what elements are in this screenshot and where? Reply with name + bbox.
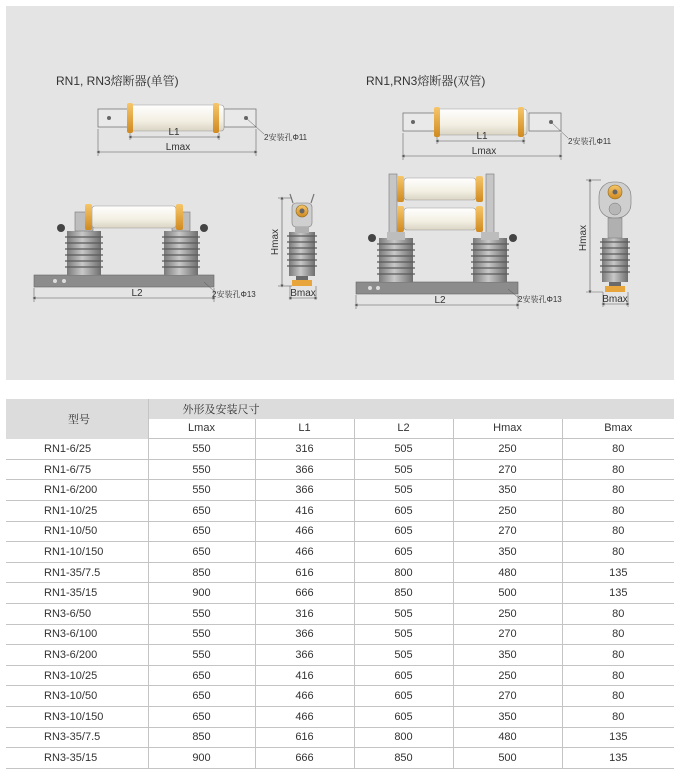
l1-cell: 616 [255,562,354,583]
lmax-cell: 850 [148,562,255,583]
l2-cell: 505 [354,645,453,666]
lmax-cell: 650 [148,665,255,686]
l1-cell: 366 [255,459,354,480]
l2-cell: 800 [354,562,453,583]
single-hmax-label: Hmax [270,228,281,256]
bmax-cell: 80 [562,706,674,727]
model-cell: RN1-10/50 [6,521,148,542]
model-cell: RN3-6/200 [6,645,148,666]
l2-cell: 505 [354,480,453,501]
l1-cell: 666 [255,748,354,769]
model-cell: RN1-10/25 [6,500,148,521]
bmax-cell: 80 [562,521,674,542]
bmax-cell: 80 [562,686,674,707]
bmax-cell: 135 [562,748,674,769]
table-row [6,521,674,542]
l2-cell: 505 [354,603,453,624]
table-row [6,624,674,645]
l1-cell: 316 [255,439,354,460]
hmax-cell: 270 [453,624,562,645]
double-l2-label: L2 [434,295,446,306]
hmax-cell: 500 [453,583,562,604]
l1-cell: 416 [255,500,354,521]
model-cell: RN1-6/200 [6,480,148,501]
single-side-view [270,194,317,300]
lmax-cell: 650 [148,500,255,521]
single-fuse-title: RN1, RN3熔断器(单管) [56,74,179,88]
model-cell: RN3-10/25 [6,665,148,686]
l1-cell: 366 [255,645,354,666]
table-row [6,665,674,686]
table-row [6,727,674,748]
hmax-cell: 480 [453,727,562,748]
dimension-group-header: 外形及安装尺寸 [148,399,674,419]
lmax-cell: 550 [148,603,255,624]
l2-cell: 505 [354,439,453,460]
double-side-view [578,180,631,307]
bmax-cell: 135 [562,562,674,583]
double-fuse-title: RN1,RN3熔断器(双管) [366,74,486,88]
model-cell: RN3-6/100 [6,624,148,645]
col-header-l1: L1 [255,419,354,439]
l2-cell: 605 [354,542,453,563]
l1-cell: 316 [255,603,354,624]
hmax-cell: 500 [453,748,562,769]
bmax-cell: 135 [562,727,674,748]
lmax-cell: 550 [148,480,255,501]
double-front-view [356,174,562,309]
lmax-cell: 650 [148,686,255,707]
col-header-bmax: Bmax [562,419,674,439]
single-l2-label: L2 [131,288,143,299]
table-row [6,686,674,707]
double-hole13-note: 2安装孔Φ13 [518,295,562,304]
lmax-cell: 550 [148,645,255,666]
model-cell: RN3-35/7.5 [6,727,148,748]
col-header-lmax: Lmax [148,419,255,439]
bmax-cell: 80 [562,603,674,624]
l1-cell: 466 [255,521,354,542]
bmax-cell: 80 [562,439,674,460]
l2-cell: 605 [354,500,453,521]
bmax-cell: 80 [562,665,674,686]
model-cell: RN1-35/15 [6,583,148,604]
table-row [6,603,674,624]
model-cell: RN1-35/7.5 [6,562,148,583]
lmax-cell: 550 [148,624,255,645]
double-hmax-label: Hmax [578,224,589,252]
lmax-cell: 900 [148,748,255,769]
hmax-cell: 270 [453,521,562,542]
double-lmax-label: Lmax [471,146,497,157]
l1-cell: 616 [255,727,354,748]
hmax-cell: 350 [453,542,562,563]
hmax-cell: 350 [453,645,562,666]
bmax-cell: 135 [562,583,674,604]
l1-cell: 466 [255,686,354,707]
l2-cell: 850 [354,583,453,604]
hmax-cell: 250 [453,665,562,686]
table-row [6,542,674,563]
table-row [6,500,674,521]
lmax-cell: 650 [148,542,255,563]
l2-cell: 605 [354,686,453,707]
hmax-cell: 270 [453,686,562,707]
hmax-cell: 350 [453,706,562,727]
bmax-cell: 80 [562,459,674,480]
col-header-hmax: Hmax [453,419,562,439]
table-row [6,459,674,480]
l2-cell: 505 [354,624,453,645]
single-bmax-label: Bmax [290,288,316,299]
model-cell: RN3-35/15 [6,748,148,769]
single-top-view [98,103,308,156]
model-cell: RN1-6/75 [6,459,148,480]
model-header: 型号 [6,399,148,439]
hmax-cell: 480 [453,562,562,583]
table-row [6,562,674,583]
l1-cell: 416 [255,665,354,686]
l2-cell: 605 [354,706,453,727]
l1-cell: 466 [255,542,354,563]
single-l1-label: L1 [168,127,180,138]
l1-cell: 666 [255,583,354,604]
model-cell: RN3-10/50 [6,686,148,707]
single-hole13-note: 2安装孔Φ13 [212,290,256,299]
hmax-cell: 270 [453,459,562,480]
double-l1-label: L1 [476,131,488,142]
l2-cell: 850 [354,748,453,769]
l1-cell: 366 [255,624,354,645]
l2-cell: 605 [354,521,453,542]
model-cell: RN3-10/150 [6,706,148,727]
table-row [6,480,674,501]
table-row [6,583,674,604]
bmax-cell: 80 [562,500,674,521]
l2-cell: 800 [354,727,453,748]
single-front-view [34,204,256,302]
table-row [6,706,674,727]
bmax-cell: 80 [562,645,674,666]
lmax-cell: 850 [148,727,255,748]
bmax-cell: 80 [562,624,674,645]
hmax-cell: 250 [453,603,562,624]
dimension-table [6,399,674,769]
bmax-cell: 80 [562,480,674,501]
hmax-cell: 350 [453,480,562,501]
table-row [6,645,674,666]
bmax-cell: 80 [562,542,674,563]
model-cell: RN1-6/25 [6,439,148,460]
l1-cell: 466 [255,706,354,727]
lmax-cell: 650 [148,521,255,542]
lmax-cell: 900 [148,583,255,604]
fuse-drawing-panel [6,6,674,380]
single-hole11-note: 2安装孔Φ11 [264,133,308,142]
lmax-cell: 550 [148,439,255,460]
table-row [6,748,674,769]
col-header-l2: L2 [354,419,453,439]
fuse-dimension-drawings [6,6,674,380]
hmax-cell: 250 [453,439,562,460]
model-cell: RN3-6/50 [6,603,148,624]
lmax-cell: 550 [148,459,255,480]
hmax-cell: 250 [453,500,562,521]
l2-cell: 605 [354,665,453,686]
lmax-cell: 650 [148,706,255,727]
single-lmax-label: Lmax [165,142,191,153]
l1-cell: 366 [255,480,354,501]
table-row [6,439,674,460]
l2-cell: 505 [354,459,453,480]
double-hole11-note: 2安装孔Φ11 [568,137,612,146]
double-bmax-label: Bmax [602,294,628,305]
double-top-view [403,107,612,160]
model-cell: RN1-10/150 [6,542,148,563]
